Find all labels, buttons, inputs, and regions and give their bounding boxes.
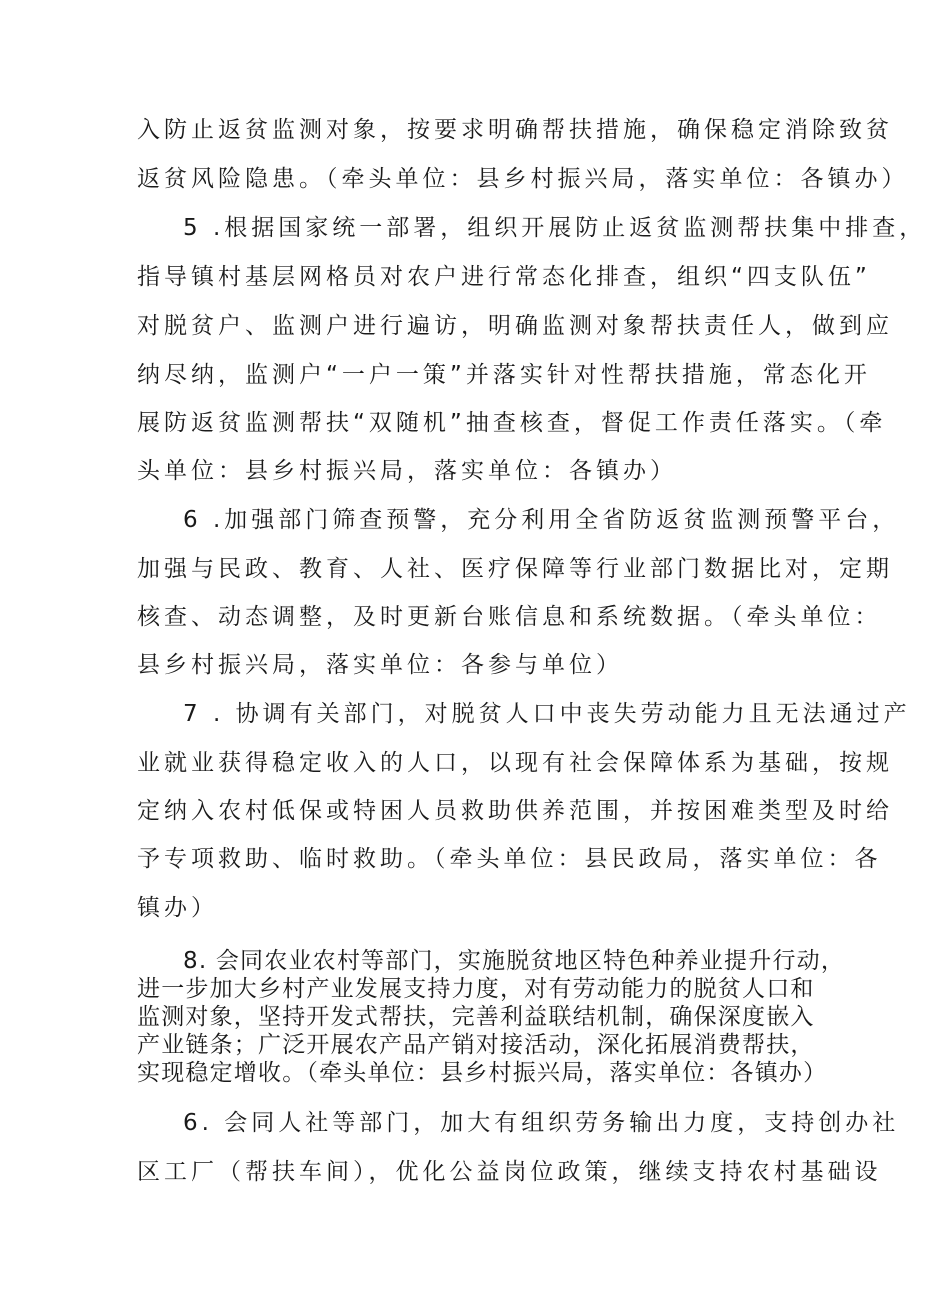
paragraph-6b-start: 6. 会同人社等部门，加大有组织劳务输出力度，支持创办社 (183, 1110, 900, 1136)
text-line: 核查、动态调整，及时更新台账信息和系统数据。（牵头单位： (137, 604, 882, 630)
text-line: 入防止返贫监测对象，按要求明确帮扶措施，确保稳定消除致贫 (137, 117, 893, 143)
text-line: 实现稳定增收。（牵头单位：县乡村振兴局，落实单位：各镇办） (137, 1060, 828, 1086)
text-line: 返贫风险隐患。（牵头单位：县乡村振兴局，落实单位：各镇办） (137, 166, 909, 192)
paragraph-6-start: 6 .加强部门筛查预警，充分利用全省防返贫监测预警平台， (183, 507, 900, 533)
text-line: 进一步加大乡村产业发展支持力度，对有劳动能力的脱贫人口和 (137, 976, 815, 1002)
text-line: 展防返贫监测帮扶“双随机”抽查核查，督促工作责任落实。（牵 (137, 410, 887, 436)
paragraph-8-start: 8. 会同农业农村等部门，实施脱贫地区特色种养业提升行动， (183, 948, 846, 974)
text-line: 镇办） (137, 895, 218, 921)
text-line: 头单位：县乡村振兴局，落实单位：各镇办） (137, 458, 677, 484)
text-line: 监测对象，坚持开发式帮扶，完善利益联结机制，确保深度嵌入 (137, 1004, 815, 1030)
text-line: 纳尽纳，监测户“一户一策”并落实针对性帮扶措施，常态化开 (137, 362, 871, 388)
text-line: 区工厂（帮扶车间），优化公益岗位政策，继续支持农村基础设 (137, 1159, 882, 1185)
text-line: 定纳入农村低保或特困人员救助供养范围，并按困难类型及时给 (137, 798, 893, 824)
paragraph-5-start: 5 .根据国家统一部署，组织开展防止返贫监测帮扶集中排查， (183, 215, 926, 241)
text-line: 予专项救助、临时救助。（牵头单位：县民政局，落实单位：各 (137, 846, 882, 872)
text-line: 加强与民政、教育、人社、医疗保障等行业部门数据比对，定期 (137, 556, 893, 582)
text-line: 产业链条；广泛开展农产品产销对接活动，深化拓展消费帮扶， (137, 1032, 815, 1058)
text-line: 对脱贫户、监测户进行遍访，明确监测对象帮扶责任人，做到应 (137, 313, 893, 339)
text-line: 业就业获得稳定收入的人口，以现有社会保障体系为基础，按规 (137, 750, 893, 776)
paragraph-7-start: 7 . 协调有关部门，对脱贫人口中丧失劳动能力且无法通过产 (183, 701, 911, 727)
text-line: 指导镇村基层网格员对农户进行常态化排查，组织“四支队伍” (137, 264, 871, 290)
text-line: 县乡村振兴局，落实单位：各参与单位） (137, 652, 623, 678)
